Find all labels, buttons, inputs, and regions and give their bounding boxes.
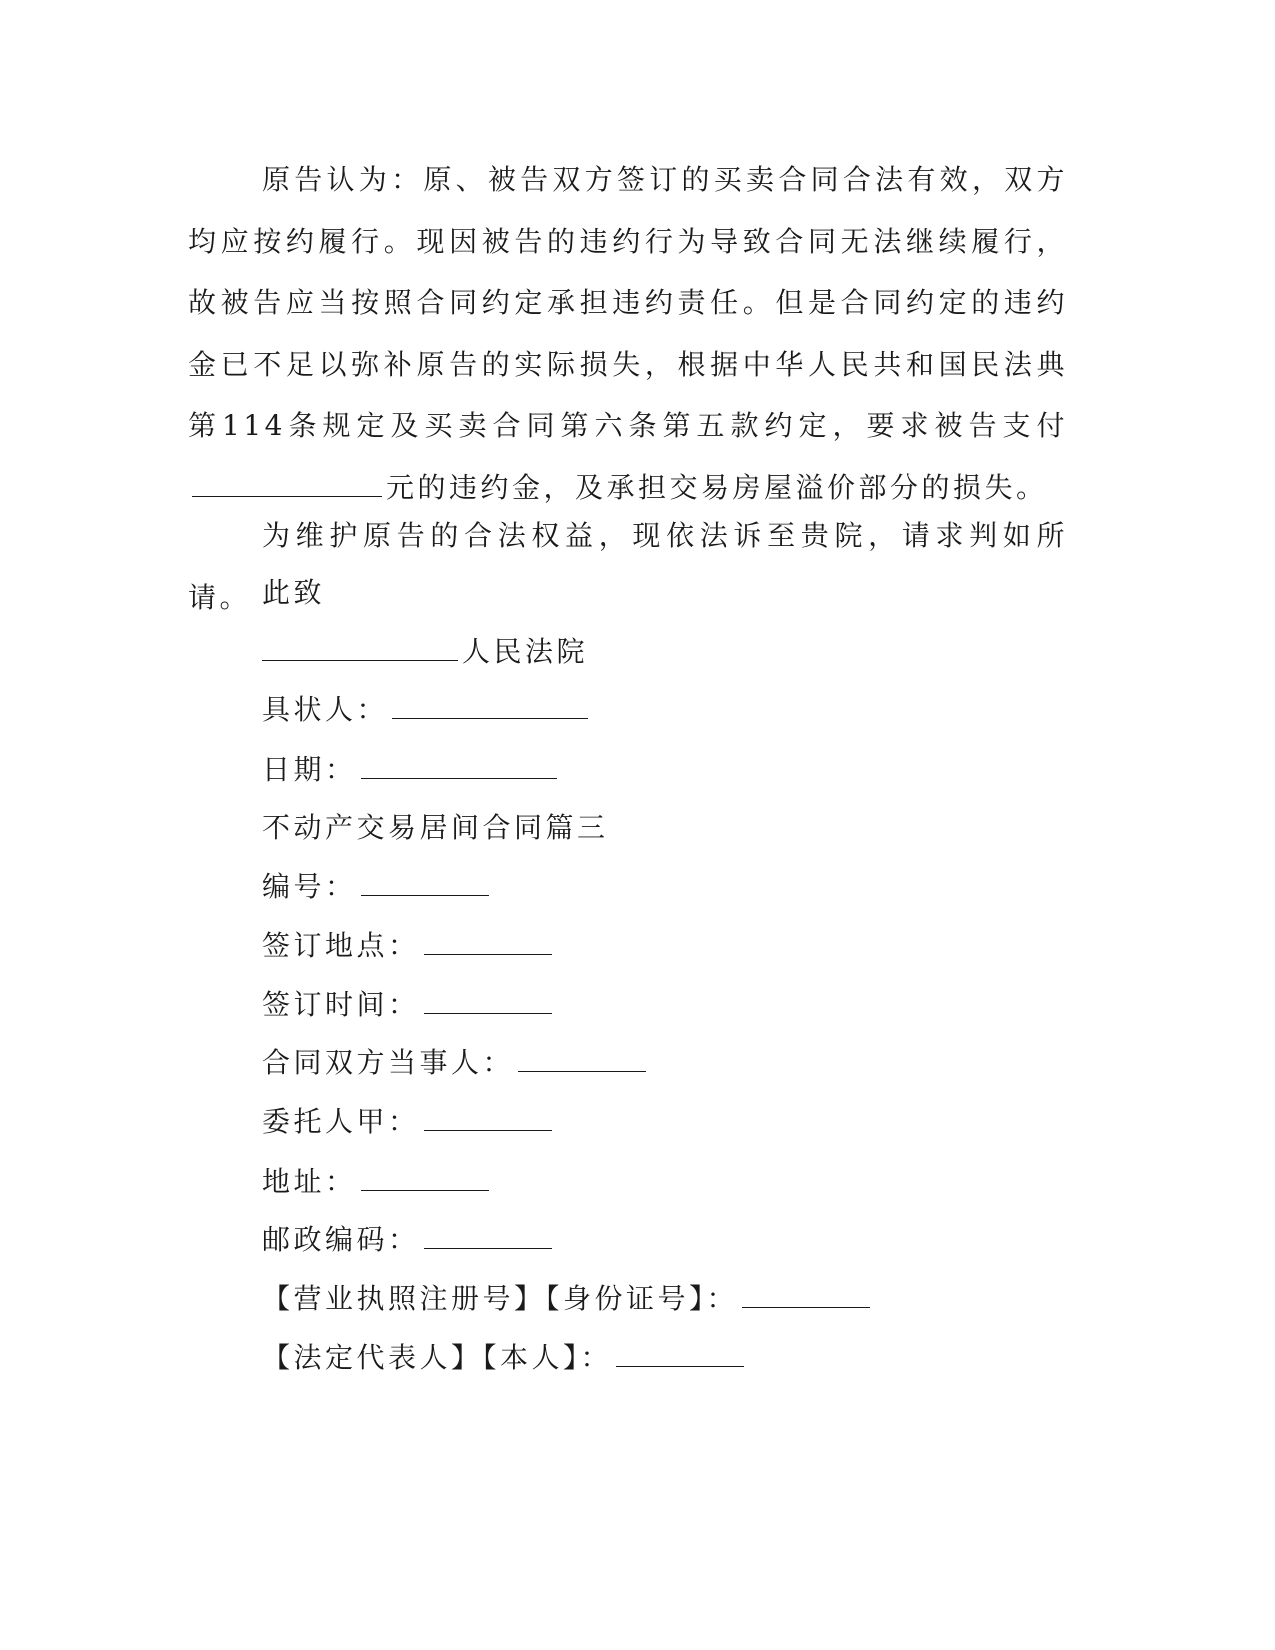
field-client-a-blank [424,1104,552,1131]
paragraph-claim-text-2: 元的违约金，及承担交易房屋溢价部分的损失。 [386,470,1048,504]
field-client-a-label: 委托人甲： [262,1105,420,1138]
field-legal-rep [262,1338,748,1378]
field-sign-time-blank [424,987,552,1014]
date-blank [361,752,557,779]
amount-blank [192,470,382,497]
field-postcode [262,1220,556,1260]
paragraph-request: 为维护原告的合法权益，现依法诉至贵院，请求判如所请。 [188,519,1068,614]
field-sign-place-label: 签订地点： [262,929,420,962]
field-license-id [262,1279,874,1319]
court-suffix: 人民法院 [462,635,589,668]
field-postcode-label: 邮政编码： [262,1223,420,1256]
petitioner-label: 具状人： [262,693,389,726]
field-legal-rep-blank [616,1340,744,1367]
section-title: 不动产交易居间合同篇三 [262,811,609,844]
date-label: 日期： [262,753,357,786]
field-parties-label: 合同双方当事人： [262,1046,515,1079]
field-sign-place [262,926,556,966]
field-parties [262,1043,650,1083]
date-line [262,750,561,790]
field-address-label: 地址： [262,1165,357,1198]
field-postcode-blank [424,1222,552,1249]
field-sign-time-label: 签订时间： [262,988,420,1021]
field-parties-blank [518,1045,646,1072]
field-license-id-blank [742,1281,870,1308]
paragraph-claim-text-1: 原告认为：原、被告双方签订的买卖合同合法有效，双方均应按约履行。现因被告的违约行为导致合同无法继续履行，故被告应当按照合同约定承担违约责任。但是合同约定的违约金已不足以弥补原告的实际损失，根据中华人民共和国民法典第114条规定及买卖合同第六条第五款约定，要求被告支付 [188,163,1068,442]
field-address [262,1162,493,1202]
field-address-blank [361,1164,489,1191]
field-client-a [262,1102,556,1142]
salutation: 此致 [262,576,326,609]
field-number-label: 编号： [262,870,357,903]
field-sign-place-blank [424,928,552,955]
field-license-id-label: 【营业执照注册号】【身份证号】： [262,1282,739,1315]
field-sign-time [262,985,556,1025]
field-legal-rep-label: 【法定代表人】【本人】： [262,1341,613,1374]
petitioner-line [262,690,592,730]
court-name-blank [262,634,458,661]
paragraph-plaintiff-claim [188,149,1068,518]
petitioner-blank [392,692,588,719]
court-line [262,632,588,672]
field-number-blank [361,869,489,896]
field-number [262,867,493,907]
